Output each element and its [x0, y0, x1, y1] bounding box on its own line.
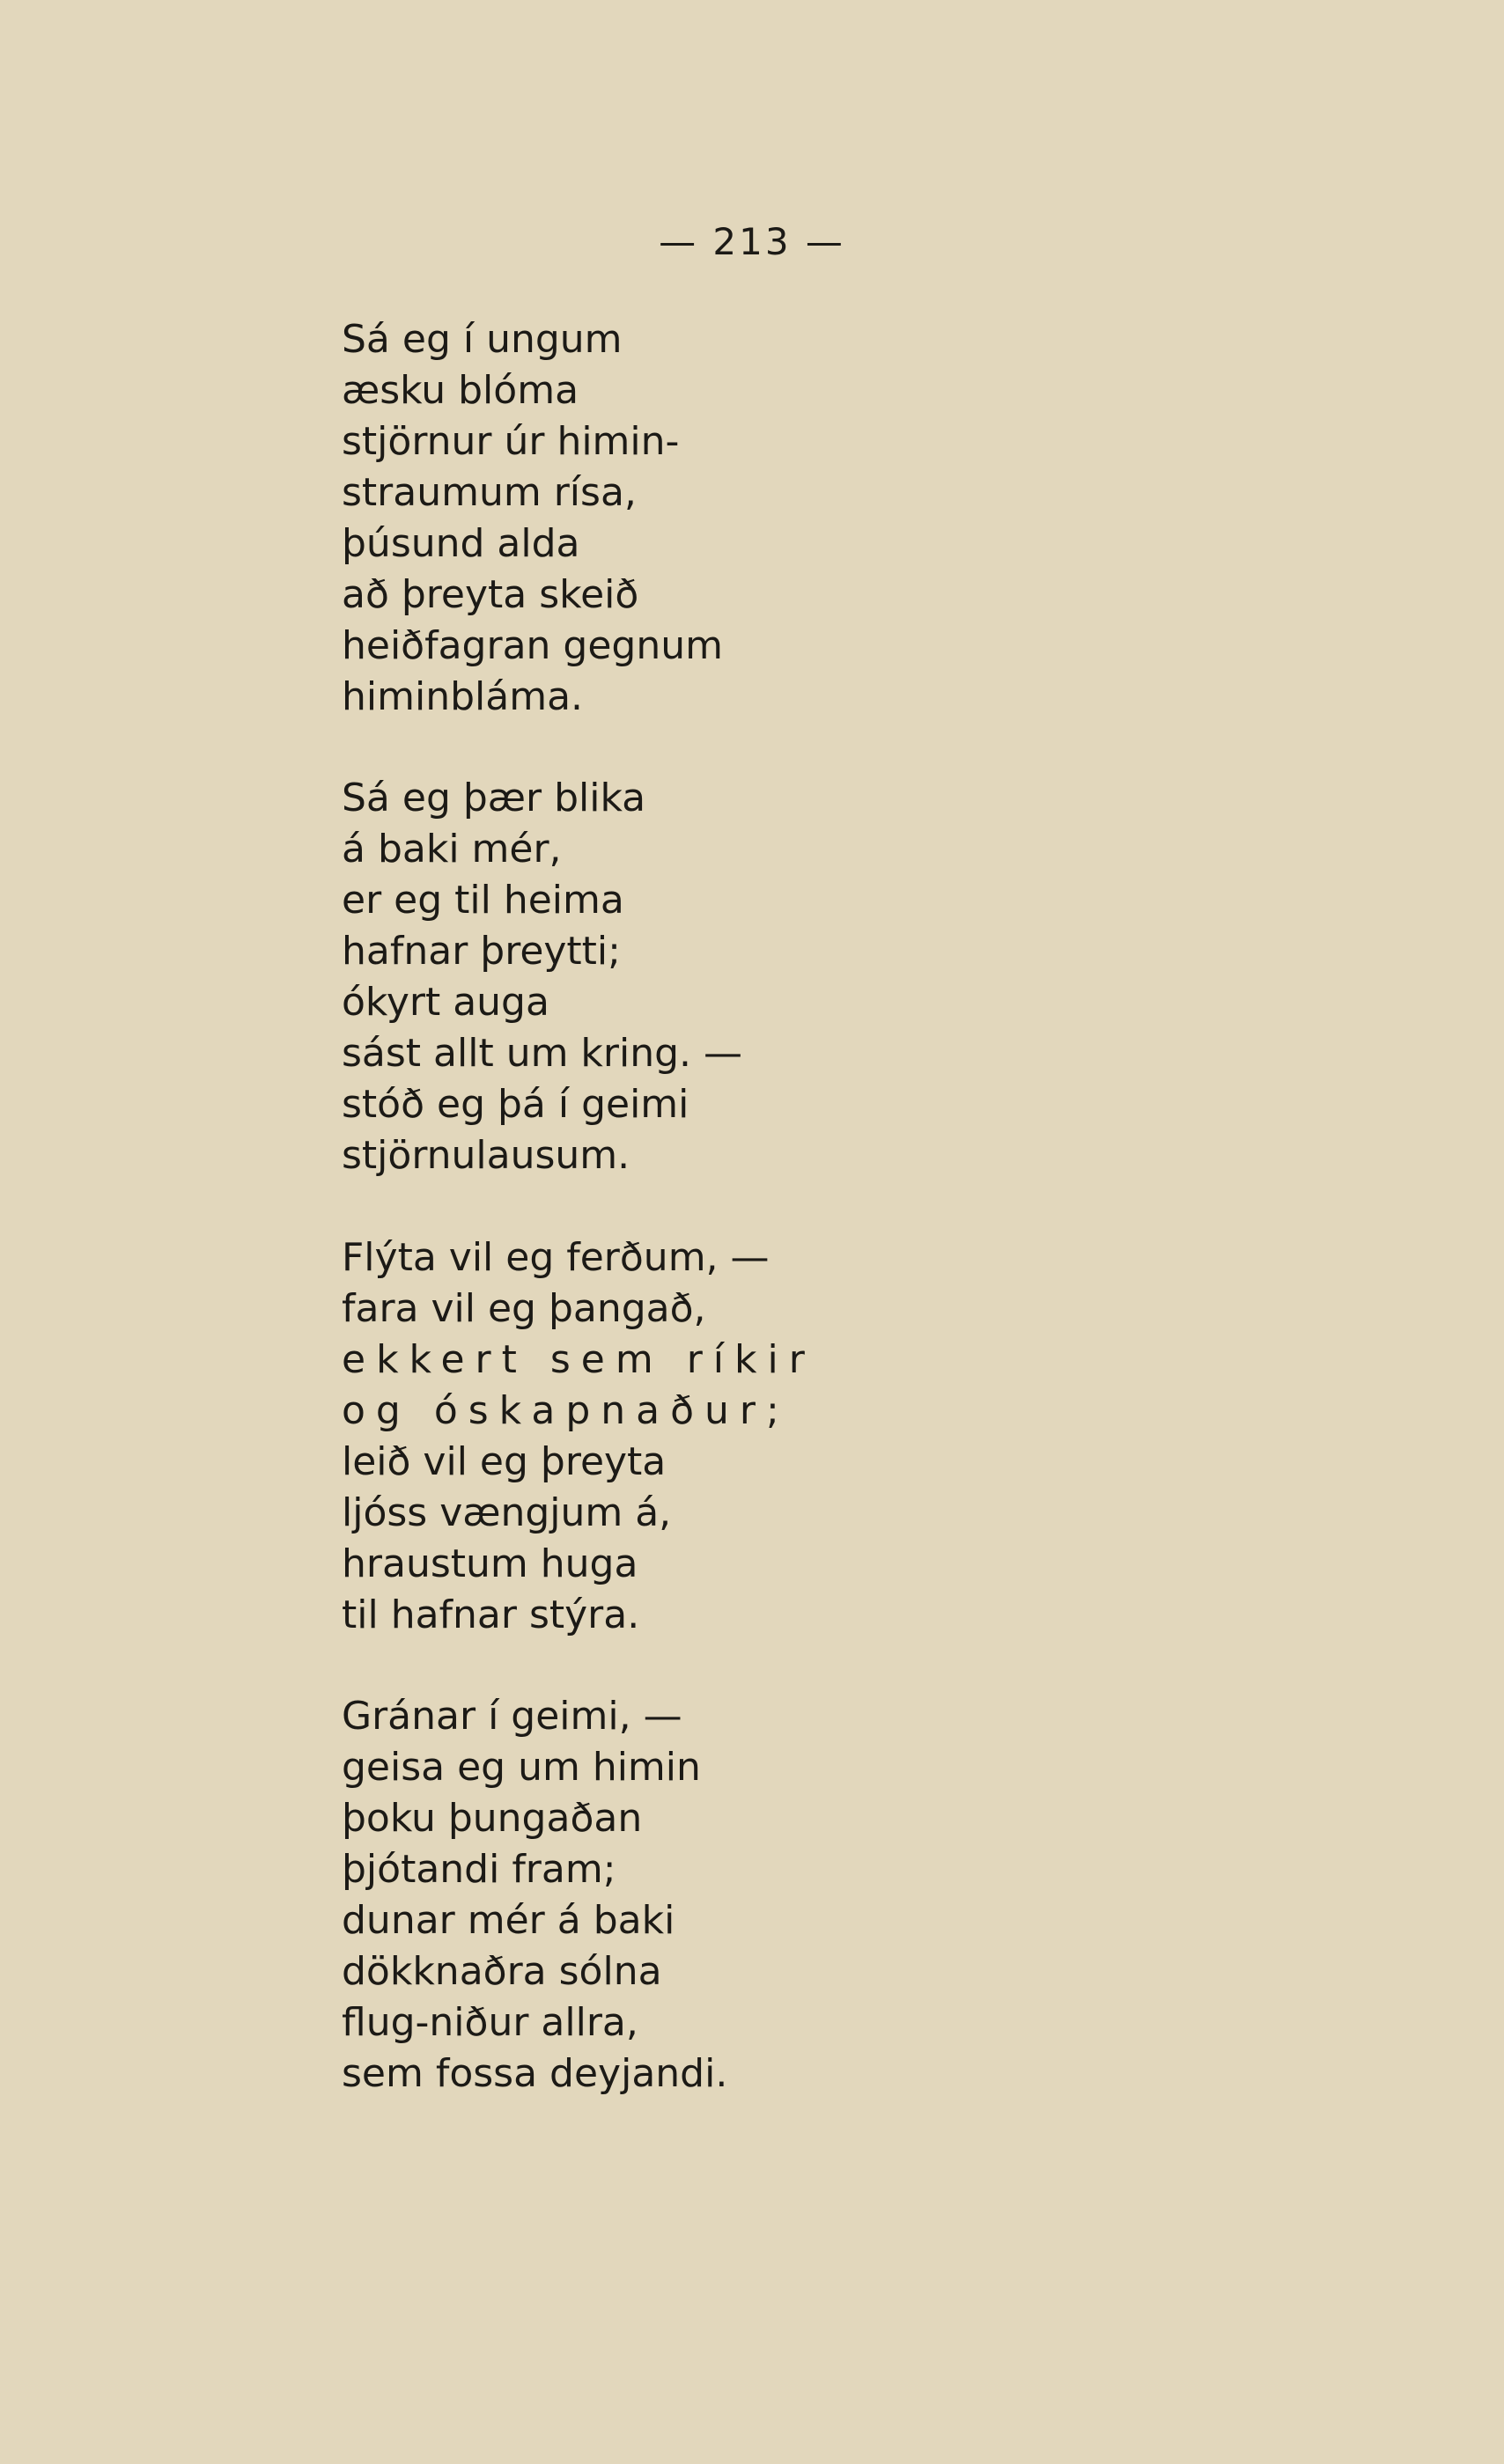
verse-line: dökknaðra sólna	[342, 1949, 662, 1994]
verse-line: þúsund alda	[342, 521, 580, 566]
page-number: — 213 —	[659, 220, 845, 263]
verse-line: Flýta vil eg ferðum, —	[342, 1235, 770, 1280]
verse-line: Gránar í geimi, —	[342, 1694, 682, 1739]
verse-line: þoku þungaðan	[342, 1796, 643, 1841]
verse-line: stóð eg þá í geimi	[342, 1082, 689, 1127]
verse-line: ekkert sem ríkir	[342, 1337, 815, 1382]
verse-line: til hafnar stýra.	[342, 1592, 640, 1637]
verse-line: ókyrt auga	[342, 980, 549, 1025]
verse-line: himinbláma.	[342, 674, 584, 719]
verse-line: Sá eg þær blika	[342, 776, 646, 820]
verse-line: fara vil eg þangað,	[342, 1286, 706, 1331]
verse-line: sást allt um kring. —	[342, 1031, 743, 1076]
verse-line: straumum rísa,	[342, 470, 637, 515]
verse-line: dunar mér á baki	[342, 1898, 675, 1943]
stanza	[342, 314, 723, 723]
stanza	[342, 1691, 727, 2100]
verse-line: hraustum huga	[342, 1541, 638, 1586]
verse-line: og óskapnaður;	[342, 1388, 790, 1433]
verse-line: á baki mér,	[342, 827, 562, 872]
verse-line: Sá eg í ungum	[342, 317, 623, 362]
verse-line: flug-niður allra,	[342, 2000, 638, 2045]
verse-line: er eg til heima	[342, 878, 624, 923]
verse-line: stjörnur úr himin-	[342, 419, 680, 464]
verse-line: þjótandi fram;	[342, 1847, 616, 1892]
verse-line: sem fossa deyjandi.	[342, 2051, 728, 2096]
stanza	[342, 1232, 815, 1641]
verse-line: stjörnulausum.	[342, 1133, 630, 1178]
verse-line: æsku blóma	[342, 368, 579, 413]
verse-line: hafnar þreytti;	[342, 929, 621, 974]
stanza	[342, 773, 742, 1181]
verse-line: heiðfagran gegnum	[342, 623, 723, 668]
verse-line: geisa eg um himin	[342, 1745, 701, 1790]
verse-line: að þreyta skeið	[342, 572, 639, 617]
verse-line: ljóss vængjum á,	[342, 1490, 672, 1535]
verse-line: leið vil eg þreyta	[342, 1439, 667, 1484]
